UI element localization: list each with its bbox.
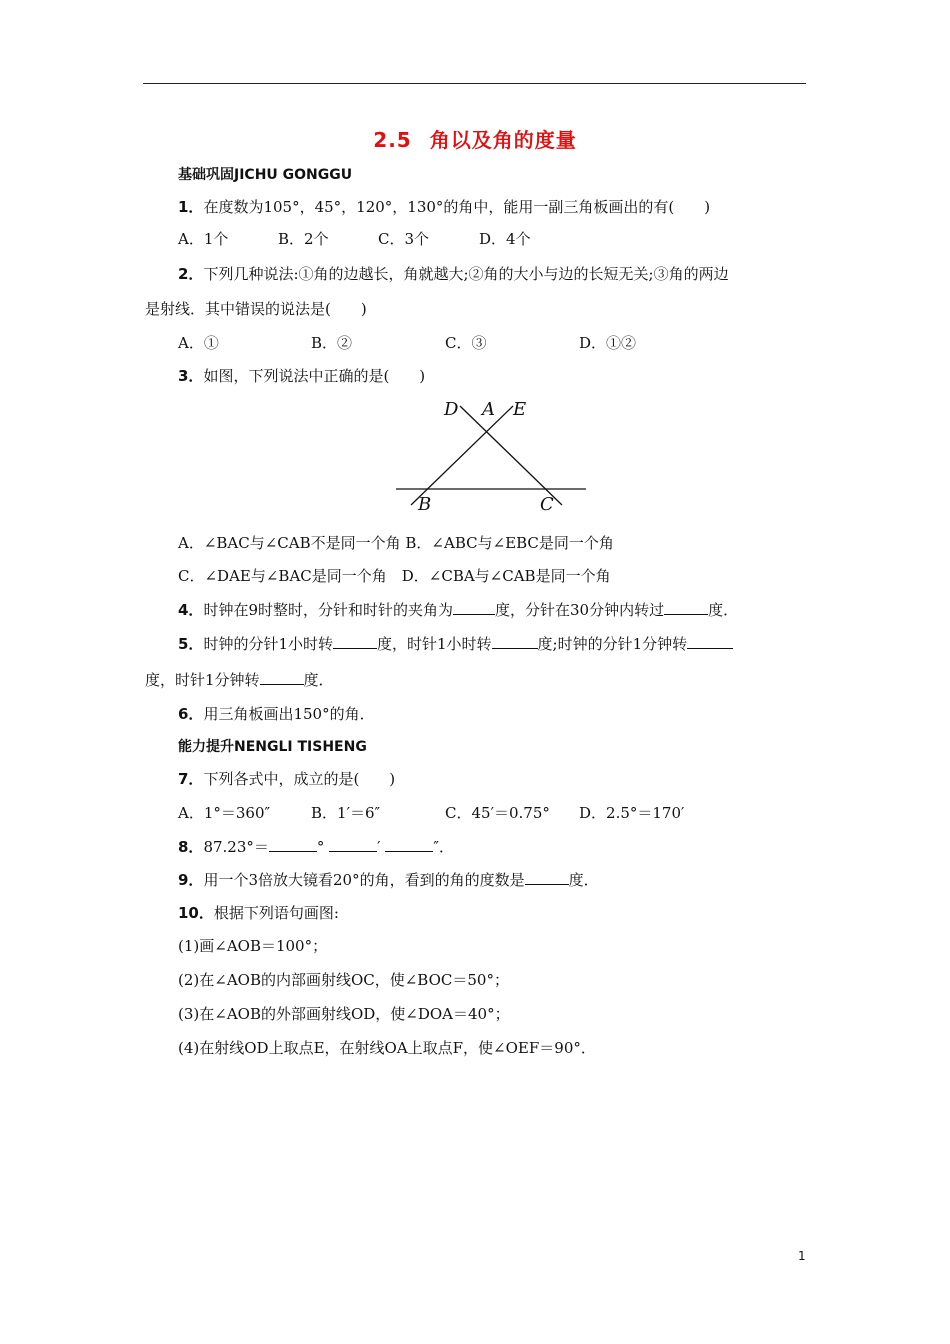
label-c: C [540,494,554,515]
section-heading-basic: 基础巩固JICHU GONGGU [178,167,353,183]
answer-blank[interactable] [260,670,304,685]
question-6: 6．用三角板画出150°的角． [178,705,375,723]
question-1: 1．在度数为105°，45°，120°，130°的角中，能用一副三角板画出的有( ) [178,198,711,216]
q10-step-2: (2)在∠AOB的内部画射线OC，使∠BOC＝50°； [178,971,509,989]
answer-blank[interactable] [664,600,708,615]
q1-option-b: B．2个 [278,230,329,248]
line-db [411,406,513,505]
question-9: 9．用一个3倍放大镜看20°的角，看到的角的度数是 度． [178,871,599,889]
q7-option-b: B．1′＝6″ [311,804,381,822]
label-e: E [513,399,527,420]
answer-blank[interactable] [453,600,495,615]
q1-option-c: C．3个 [378,230,430,248]
question-2-line2: 是射线．其中错误的说法是( ) [145,300,367,318]
question-5-line2: 度，时针1分钟转 度． [145,671,334,689]
q1-option-a: A．1个 [178,230,229,248]
answer-blank[interactable] [525,870,569,885]
label-d: D [444,399,459,420]
q10-step-1: (1)画∠AOB＝100°； [178,937,328,955]
question-5-line1: 5．时钟的分针1小时转 度，时针1小时转 度;时钟的分针1分钟转 [178,634,733,654]
header-rule [143,83,806,84]
q2-option-b: B．② [311,334,353,352]
answer-blank[interactable] [333,634,377,649]
page-number: 1 [798,1249,806,1263]
q7-option-a: A．1°＝360″ [178,804,271,822]
page-title: 2.5 角以及角的度量 [373,128,577,152]
answer-blank[interactable] [329,837,377,852]
q7-option-d: D．2.5°＝170′ [579,804,685,822]
answer-blank[interactable] [492,634,538,649]
question-4: 4．时钟在9时整时，分针和时针的夹角为 度，分针在30分钟内转过 度． [178,601,739,619]
q2-option-c: C．③ [445,334,487,352]
answer-blank[interactable] [269,837,317,852]
question-3: 3．如图，下列说法中正确的是( ) [178,367,426,385]
q3-options-line2: C．∠DAE与∠BAC是同一个角 D．∠CBA与∠CAB是同一个角 [178,567,611,585]
question-7: 7．下列各式中，成立的是( ) [178,770,396,788]
q10-step-3: (3)在∠AOB的外部画射线OD，使∠DOA＝40°； [178,1005,510,1023]
q2-option-a: A．① [178,334,219,352]
q7-option-c: C．45′＝0.75° [445,804,550,822]
triangle-figure [390,393,600,518]
section-heading-advanced: 能力提升NENGLI TISHENG [178,739,367,755]
answer-blank[interactable] [687,634,733,649]
question-10: 10．根据下列语句画图: [178,904,339,922]
question-8: 8．87.23°＝ ° ′ ″． [178,838,454,856]
q3-options-line1: A．∠BAC与∠CAB不是同一个角 B．∠ABC与∠EBC是同一个角 [178,534,614,552]
q10-step-4: (4)在射线OD上取点E，在射线OA上取点F，使∠OEF＝90°． [178,1039,596,1057]
q1-option-d: D．4个 [479,230,531,248]
question-2-line1: 2．下列几种说法:①角的边越长，角就越大;②角的大小与边的长短无关;③角的两边 [178,265,729,283]
q2-option-d: D．①② [579,334,637,352]
label-a: A [482,399,495,420]
answer-blank[interactable] [385,837,433,852]
line-ec [460,406,562,505]
label-b: B [418,494,432,515]
